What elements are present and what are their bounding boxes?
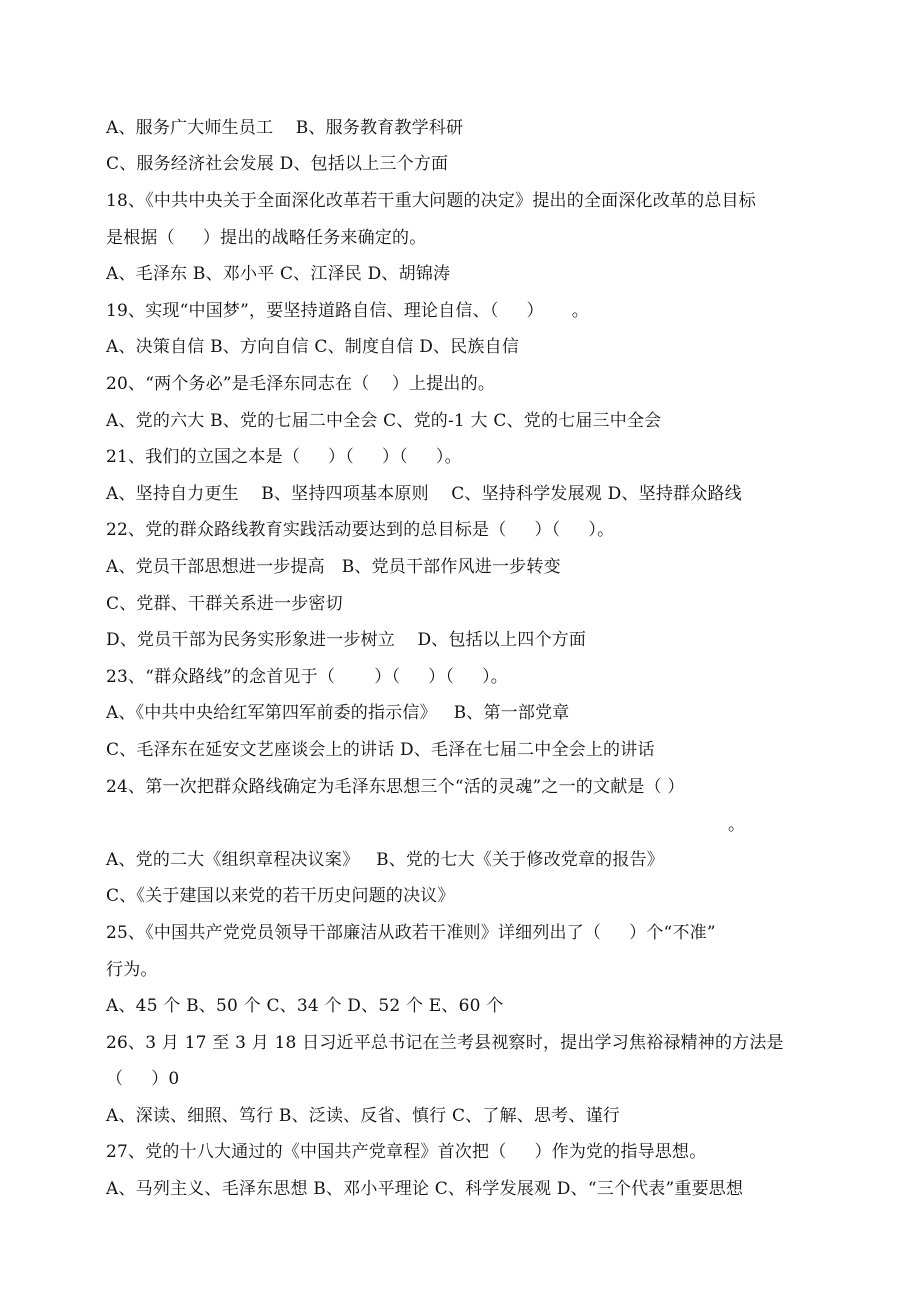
question-18-options: A、毛泽东 B、邓小平 C、江泽民 D、胡锦涛 (106, 264, 451, 284)
question-22-options: C、党群、干群关系进一步密切 (106, 594, 343, 614)
question-18-text: 18、《中共中央关于全面深化改革若干重大问题的决定》提出的全面深化改革的总目标 (106, 191, 756, 211)
question-26-options: A、深读、细照、笃行 B、泛读、反省、慎行 C、了解、思考、谨行 (106, 1106, 620, 1126)
question-24-text: 24、第一次把群众路线确定为毛泽东思想三个“活的灵魂”之一的文献是（ ） (106, 777, 685, 797)
stray-period: 。 (728, 815, 746, 835)
question-26-text: 26、3 月 17 至 3 月 18 日习近平总书记在兰考县视察时，提出学习焦裕禄精神的方法是 (106, 1033, 784, 1053)
question-21-text: 21、我们的立国之本是（ ）（ ）（ ）。 (106, 447, 462, 467)
question-25-options: A、45 个 B、50 个 C、34 个 D、52 个 E、60 个 (106, 996, 504, 1016)
question-23-text: 23、“群众路线”的念首见于（ ）（ ）（ ）。 (106, 667, 508, 687)
question-22-options: A、党员干部思想进一步提高 B、党员干部作风进一步转变 (106, 557, 561, 577)
question-27-text: 27、党的十八大通过的《中国共产党章程》首次把（ ）作为党的指导思想。 (106, 1142, 707, 1162)
question-22-options: D、党员干部为民务实形象进一步树立 D、包括以上四个方面 (106, 630, 587, 650)
answer-options-line: A、服务广大师生员工 B、服务教育教学科研 (106, 118, 464, 138)
question-20-options: A、党的六大 B、党的七届二中全会 C、党的-1 大 C、党的七届三中全会 (106, 411, 662, 431)
question-25-text-cont: 行为。 (106, 960, 158, 980)
question-18-text-cont: 是根据（ ）提出的战略任务来确定的。 (106, 228, 427, 248)
question-23-options: A、《中共中央给红军第四军前委的指示信》 B、第一部党章 (106, 703, 570, 723)
question-26-text-cont: （ ）0 (106, 1069, 180, 1089)
question-20-text: 20、“两个务必”是毛泽东同志在（ ）上提出的。 (106, 374, 496, 394)
question-24-options: A、党的二大《组织章程决议案》 B、党的七大《关于修改党章的报告》 (106, 850, 664, 870)
question-25-text: 25、《中国共产党党员领导干部廉洁从政若干准则》详细列出了（ ）个“不准” (106, 923, 716, 943)
question-24-options: C、《关于建国以来党的若干历史问题的决议》 (106, 886, 455, 906)
answer-options-line: C、服务经济社会发展 D、包括以上三个方面 (106, 154, 449, 174)
question-19-options: A、决策自信 B、方向自信 C、制度自信 D、民族自信 (106, 337, 520, 357)
question-21-options: A、坚持自力更生 B、坚持四项基本原则 C、坚持科学发展观 D、坚持群众路线 (106, 484, 742, 504)
question-27-options: A、马列主义、毛泽东思想 B、邓小平理论 C、科学发展观 D、“三个代表”重要思想 (106, 1179, 744, 1199)
question-22-text: 22、党的群众路线教育实践活动要达到的总目标是（ ）（ ）。 (106, 520, 615, 540)
question-23-options: C、毛泽东在延安文艺座谈会上的讲话 D、毛泽在七届二中全会上的讲话 (106, 740, 655, 760)
question-19-text: 19、实现“中国梦”，要坚持道路自信、理论自信、（ ） 。 (106, 301, 589, 321)
